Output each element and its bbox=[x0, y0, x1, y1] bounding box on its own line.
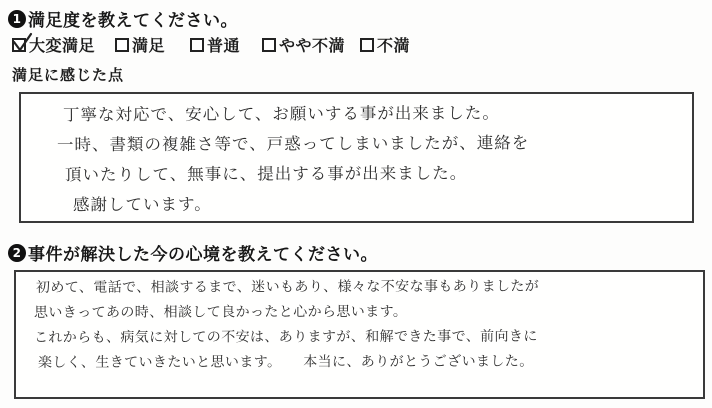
option-neutral[interactable] bbox=[190, 33, 240, 56]
option-dissatisfied[interactable] bbox=[360, 33, 410, 56]
option-label: 大変満足 bbox=[29, 36, 96, 55]
checkbox-empty-icon[interactable] bbox=[262, 38, 276, 52]
satisfaction-options-row bbox=[0, 33, 712, 57]
checkbox-empty-icon[interactable] bbox=[115, 38, 129, 52]
option-very-satisfied[interactable] bbox=[12, 33, 95, 56]
option-label: 不満 bbox=[377, 36, 411, 55]
handwritten-line: 丁寧な対応で、安心して、お願いする事が出来ました。 bbox=[62, 103, 500, 125]
handwritten-line: 初めて、電話で、相談するまで、迷いもあり、様々な不安な事もありましたが bbox=[35, 278, 540, 296]
option-satisfied[interactable] bbox=[115, 33, 165, 56]
option-somewhat-dissatisfied[interactable] bbox=[262, 33, 345, 56]
question1-heading bbox=[8, 6, 238, 31]
satisfied-points-label: 満足に感じた点 bbox=[12, 66, 125, 84]
question1-title: 満足度を教えてください。 bbox=[28, 11, 238, 31]
option-label: 普通 bbox=[207, 36, 241, 55]
checkbox-empty-icon[interactable] bbox=[190, 38, 204, 52]
handwritten-line: 思いきってあの時、相談して良かったと心から思います。 bbox=[33, 303, 408, 321]
question1-number-icon: 1 bbox=[8, 10, 26, 28]
question2-heading bbox=[8, 240, 378, 265]
checkbox-empty-icon[interactable] bbox=[360, 38, 374, 52]
question2-number-icon: 2 bbox=[8, 244, 26, 262]
checkbox-checked-icon[interactable] bbox=[12, 38, 26, 52]
answer-box-q1 bbox=[19, 92, 694, 223]
handwritten-line: 頂いたりして、無事に、提出する事が出来ました。 bbox=[64, 163, 468, 185]
handwritten-line: 楽しく、生きていきたいと思います。 本当に、ありがとうございました。 bbox=[37, 353, 534, 371]
handwritten-line: これからも、病気に対しての不安は、ありますが、和解できた事で、前向きに bbox=[33, 328, 538, 346]
option-label: やや不満 bbox=[279, 36, 346, 55]
handwritten-line: 感謝しています。 bbox=[72, 194, 212, 215]
option-label: 満足 bbox=[132, 36, 166, 55]
handwritten-line: 一時、書類の複雑さ等で、戸惑ってしまいましたが、連絡を bbox=[56, 133, 530, 155]
answer-box-q2 bbox=[14, 270, 705, 399]
question2-title: 事件が解決した今の心境を教えてください。 bbox=[28, 245, 378, 265]
